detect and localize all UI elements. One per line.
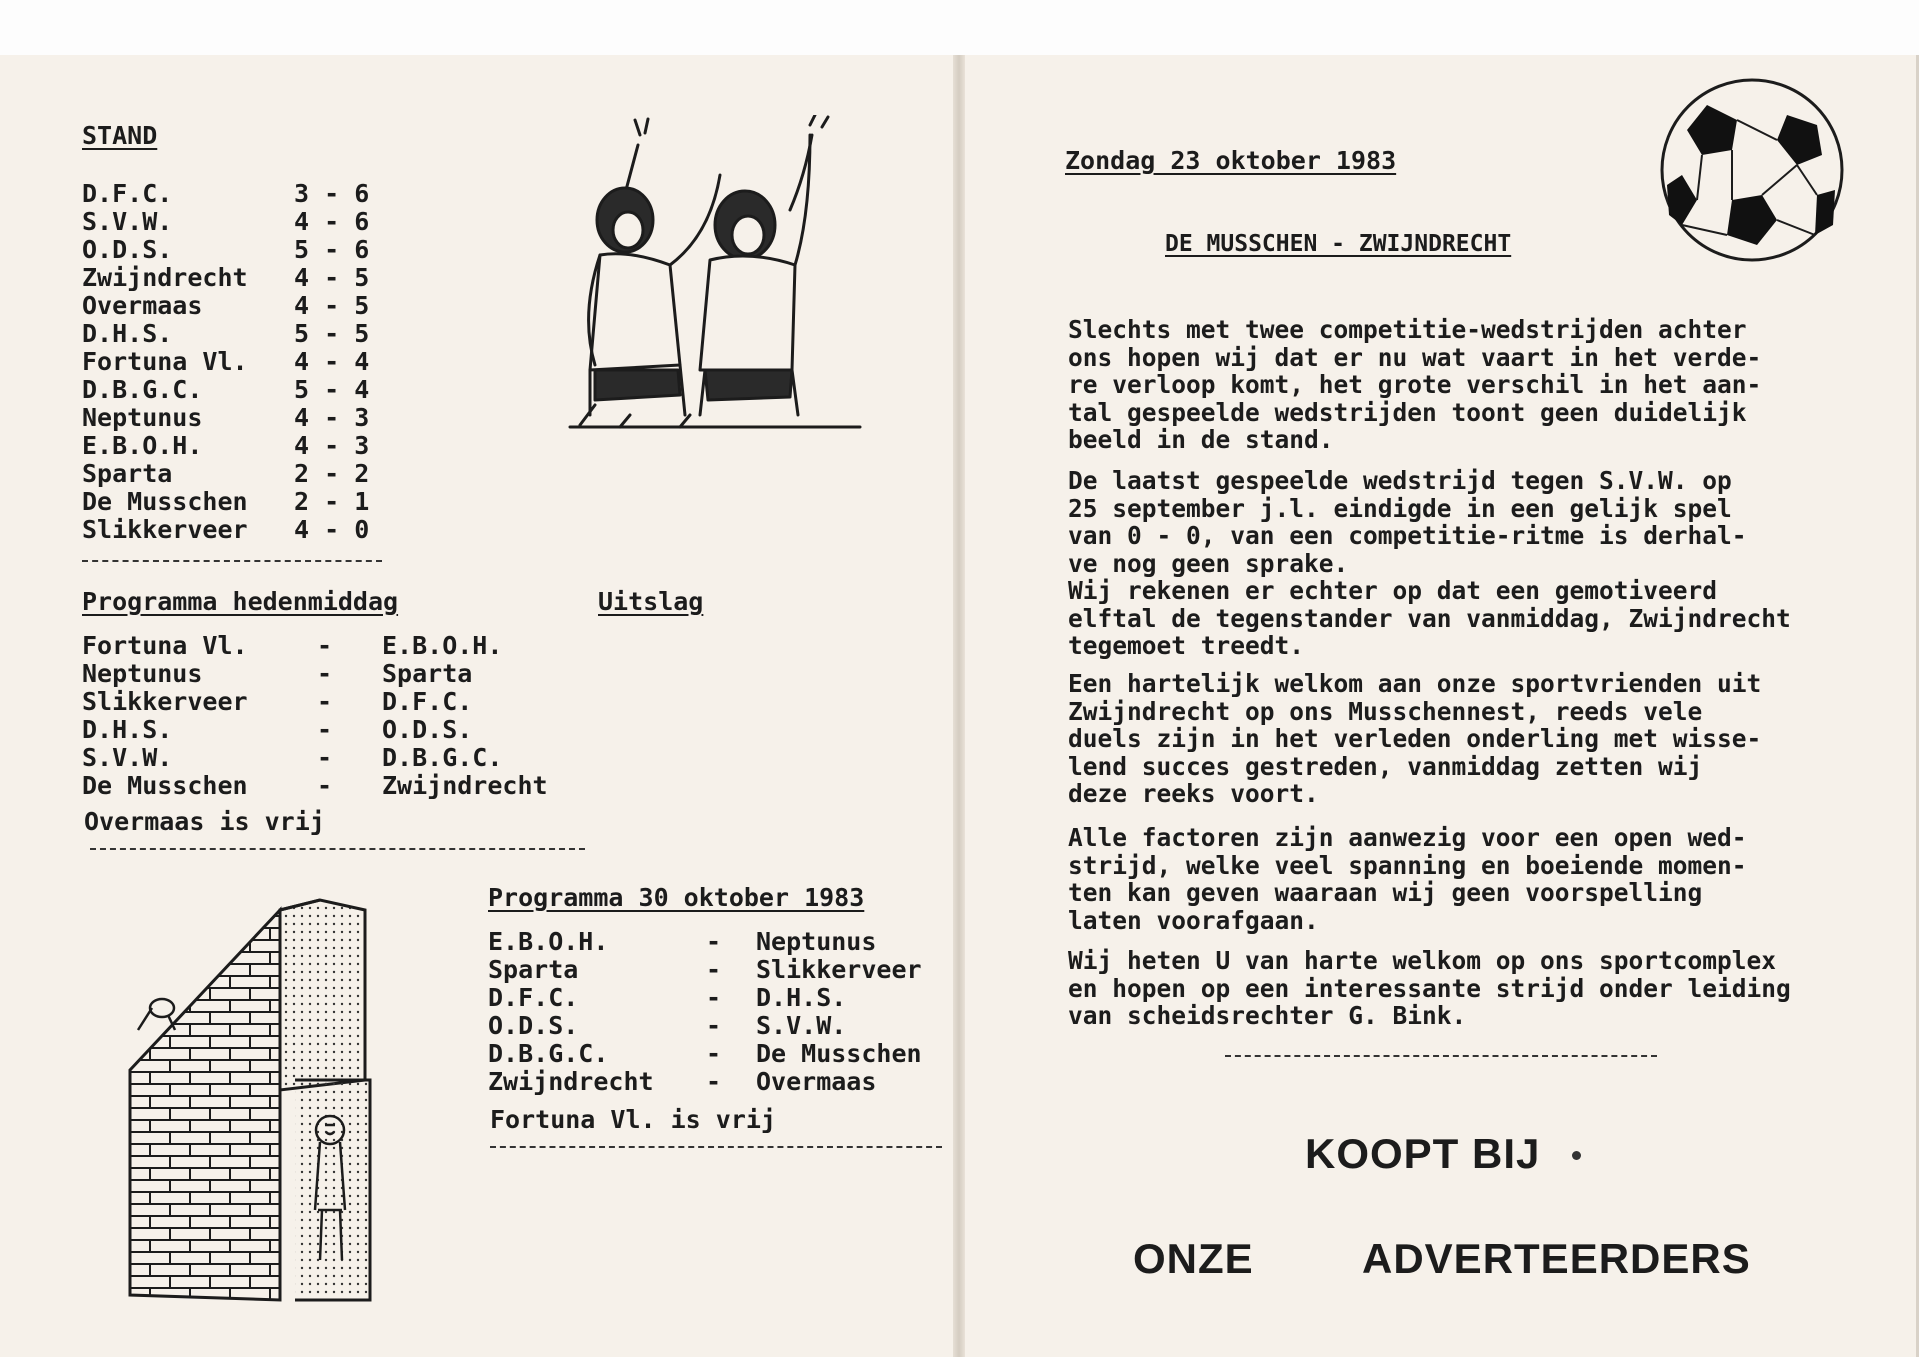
- home-team: S.V.W.: [82, 743, 173, 772]
- text-line: Alle factoren zijn aanwezig voor een open wed-: [1068, 823, 1747, 852]
- stand-team: D.F.C.: [82, 179, 173, 208]
- stand-row: [82, 236, 369, 264]
- stand-score: 3 - 6: [294, 179, 370, 208]
- match-separator: -: [706, 927, 722, 956]
- match-row: [82, 744, 502, 772]
- stand-team: E.B.O.H.: [82, 431, 203, 460]
- stand-row: [82, 264, 369, 292]
- article-date: Zondag 23 oktober 1983: [1065, 146, 1397, 175]
- program-next-title: Programma 30 oktober 1983: [488, 883, 865, 912]
- text-line: elftal de tegenstander van vanmiddag, Zwijndrecht: [1068, 603, 1791, 633]
- match-separator: -: [317, 743, 333, 772]
- advert-line-2-left: ONZE: [1133, 1235, 1254, 1282]
- bye-note: Fortuna Vl. is vrij: [490, 1105, 776, 1134]
- stand-row: [82, 292, 369, 320]
- text-line: ons hopen wij dat er nu wat vaart in het verde-: [1068, 342, 1762, 372]
- text-line: re verloop komt, het grote verschil in het aan-: [1068, 370, 1762, 399]
- away-team: D.F.C.: [382, 687, 473, 716]
- advert-line-2-right: ADVERTEERDERS: [1362, 1235, 1751, 1282]
- stand-team: O.D.S.: [82, 235, 173, 264]
- match-row: [488, 984, 846, 1012]
- stand-row: [82, 208, 369, 236]
- stand-score: 4 - 5: [294, 291, 370, 320]
- stand-team: Overmaas: [82, 291, 203, 320]
- stand-team: Fortuna Vl.: [82, 347, 248, 376]
- text-line: Een hartelijk welkom aan onze sportvrienden uit: [1068, 669, 1762, 698]
- divider: [90, 848, 585, 850]
- match-separator: -: [706, 955, 722, 984]
- home-team: Zwijndrecht: [488, 1067, 654, 1096]
- article-paragraph: [1068, 316, 1888, 454]
- match-separator: -: [706, 1039, 722, 1068]
- match-separator: -: [317, 659, 333, 688]
- stand-score: 5 - 4: [294, 375, 370, 404]
- stand-score: 2 - 2: [294, 459, 370, 488]
- result-label: Uitslag: [598, 587, 704, 616]
- stand-team: De Musschen: [82, 487, 248, 516]
- stand-row: [82, 320, 369, 348]
- match-separator: -: [317, 715, 333, 744]
- bye-note: Overmaas is vrij: [84, 807, 325, 836]
- stand-row: [82, 432, 369, 460]
- away-team: Overmaas: [756, 1067, 877, 1096]
- divider: [1225, 1055, 1657, 1057]
- stand-team: Zwijndrecht: [82, 263, 248, 292]
- away-team: O.D.S.: [382, 715, 473, 744]
- match-title: DE MUSSCHEN - ZWIJNDRECHT: [1165, 231, 1512, 257]
- wall-goal-illustration: [90, 880, 435, 1315]
- away-team: S.V.W.: [756, 1011, 847, 1040]
- stand-row: [82, 180, 369, 208]
- stand-team: D.H.S.: [82, 319, 173, 348]
- home-team: Neptunus: [82, 659, 203, 688]
- text-line: beeld in de stand.: [1068, 425, 1334, 454]
- advert-line-1: KOOPT BIJ: [1305, 1130, 1541, 1177]
- stand-row: [82, 460, 369, 488]
- stand-team: Neptunus: [82, 403, 203, 432]
- text-line: tal gespeelde wedstrijden toont geen duidelijk: [1068, 397, 1747, 427]
- stand-team: S.V.W.: [82, 207, 173, 236]
- match-row: [488, 1040, 922, 1068]
- away-team: De Musschen: [756, 1039, 922, 1068]
- home-team: Slikkerveer: [82, 687, 248, 716]
- cheering-players-illustration: [560, 115, 870, 430]
- article-paragraph: [1068, 824, 1888, 934]
- match-row: [82, 632, 502, 660]
- match-row: [488, 1068, 876, 1096]
- match-row: [488, 956, 922, 984]
- match-separator: -: [317, 771, 333, 800]
- home-team: D.F.C.: [488, 983, 579, 1012]
- match-row: [82, 688, 472, 716]
- text-line: Slechts met twee competitie-wedstrijden achter: [1068, 315, 1747, 344]
- text-line: ten kan geven waaraan wij geen voorspelling: [1068, 878, 1703, 907]
- text-line: tegemoet treedt.: [1068, 631, 1305, 660]
- article-paragraph: [1068, 947, 1888, 1030]
- home-team: E.B.O.H.: [488, 927, 609, 956]
- match-separator: -: [317, 687, 333, 716]
- stand-row: [82, 348, 369, 376]
- home-team: D.H.S.: [82, 715, 173, 744]
- text-line: deze reeks voort.: [1068, 779, 1319, 808]
- stand-team: Slikkerveer: [82, 515, 248, 544]
- match-row: [82, 660, 472, 688]
- text-line: duels zijn in het verleden onderling met wisse-: [1068, 724, 1762, 753]
- stand-row: [82, 376, 369, 404]
- scan-top-margin: [0, 0, 1919, 55]
- match-separator: -: [706, 1067, 722, 1096]
- stand-score: 2 - 1: [294, 487, 370, 516]
- text-line: ve nog geen sprake.: [1068, 548, 1349, 578]
- text-line: van scheidsrechter G. Bink.: [1068, 1001, 1467, 1030]
- away-team: Slikkerveer: [756, 955, 922, 984]
- stand-score: 4 - 3: [294, 403, 370, 432]
- home-team: O.D.S.: [488, 1011, 579, 1040]
- text-line: 25 september j.l. eindigde in een gelijk spel: [1068, 493, 1732, 523]
- stand-team: D.B.G.C.: [82, 375, 203, 404]
- stand-score: 4 - 5: [294, 263, 370, 292]
- program-today-title: Programma hedenmiddag: [82, 587, 399, 616]
- text-line: lend succes gestreden, vanmiddag zetten wij: [1068, 751, 1703, 781]
- home-team: Fortuna Vl.: [82, 631, 248, 660]
- text-line: Wij heten U van harte welkom op ons sportcomplex: [1068, 946, 1777, 975]
- stand-team: Sparta: [82, 459, 173, 488]
- stand-row: [82, 404, 369, 432]
- stand-row: [82, 488, 369, 516]
- home-team: D.B.G.C.: [488, 1039, 609, 1068]
- stand-score: 5 - 5: [294, 319, 370, 348]
- match-separator: -: [706, 983, 722, 1012]
- match-row: [82, 772, 548, 800]
- soccer-ball-icon: [1657, 75, 1847, 265]
- away-team: D.B.G.C.: [382, 743, 503, 772]
- page-fold: [953, 55, 965, 1357]
- stand-title: STAND: [82, 121, 158, 150]
- away-team: Neptunus: [756, 927, 877, 956]
- away-team: Zwijndrecht: [382, 771, 548, 800]
- stand-score: 4 - 3: [294, 431, 370, 460]
- text-line: Zwijndrecht op ons Musschennest, reeds vele: [1068, 696, 1703, 726]
- stand-score: 4 - 4: [294, 347, 370, 376]
- text-line: laten voorafgaan.: [1068, 905, 1319, 935]
- stand-score: 4 - 6: [294, 207, 370, 236]
- stand-score: 4 - 0: [294, 515, 370, 544]
- text-line: van 0 - 0, van een competitie-ritme is derhal-: [1068, 521, 1747, 550]
- home-team: De Musschen: [82, 771, 248, 800]
- article-paragraph: [1068, 467, 1888, 660]
- match-row: [82, 716, 472, 744]
- stand-row: [82, 516, 369, 544]
- away-team: E.B.O.H.: [382, 631, 503, 660]
- match-separator: -: [317, 631, 333, 660]
- away-team: D.H.S.: [756, 983, 847, 1012]
- text-line: Wij rekenen er echter op dat een gemotiveerd: [1068, 576, 1718, 605]
- text-line: en hopen op een interessante strijd onder leiding: [1068, 973, 1791, 1003]
- text-line: De laatst gespeelde wedstrijd tegen S.V.W. op: [1068, 466, 1732, 495]
- stand-score: 5 - 6: [294, 235, 370, 264]
- divider: [82, 560, 382, 562]
- match-separator: -: [706, 1011, 722, 1040]
- away-team: Sparta: [382, 659, 473, 688]
- match-row: [488, 1012, 846, 1040]
- article-paragraph: [1068, 670, 1888, 808]
- divider: [490, 1146, 942, 1148]
- text-line: strijd, welke veel spanning en boeiende momen-: [1068, 850, 1747, 880]
- home-team: Sparta: [488, 955, 579, 984]
- bullet-dot: [1572, 1151, 1581, 1160]
- match-row: [488, 928, 876, 956]
